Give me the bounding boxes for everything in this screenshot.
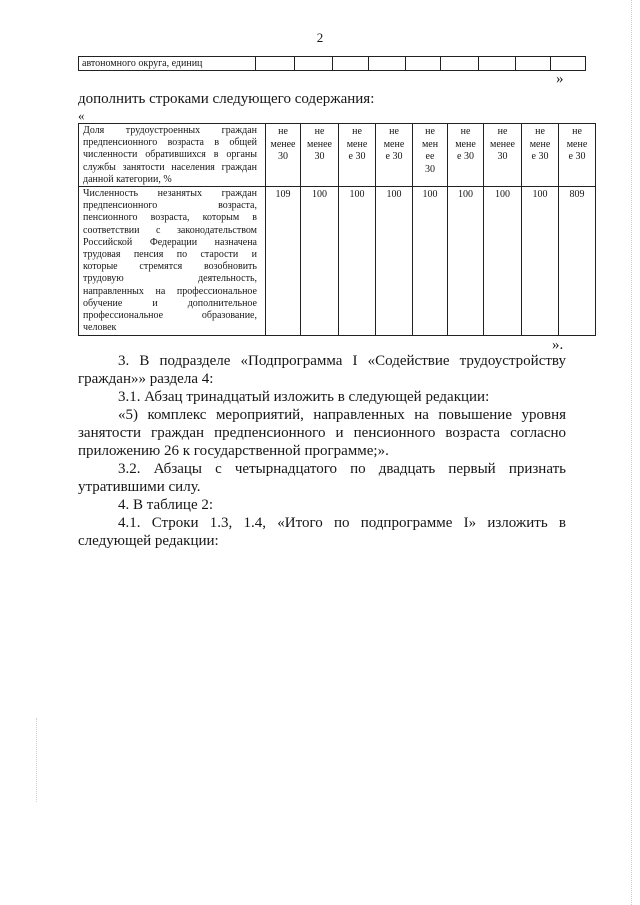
closing-quote-mark: ». bbox=[552, 337, 564, 353]
empty-cell bbox=[551, 57, 586, 71]
indicator-name-line: службы занятости населения граждан bbox=[83, 161, 257, 173]
value-line: ее bbox=[425, 151, 435, 162]
value-line: 100 bbox=[532, 189, 548, 201]
value-cell bbox=[339, 124, 376, 187]
indicator-name-line: направленных на профессиональное bbox=[83, 285, 257, 297]
value-line: 30 bbox=[425, 163, 435, 175]
paragraph bbox=[78, 406, 566, 460]
indicator-name-line: Российской Федерации назначена bbox=[83, 236, 257, 248]
value-line: не bbox=[389, 126, 399, 137]
value-line: 100 bbox=[312, 189, 327, 201]
value-line: не bbox=[535, 126, 545, 137]
page-number: 2 bbox=[316, 30, 324, 45]
empty-cell bbox=[369, 57, 406, 71]
paragraph-line: приложению 26 к государственной программе;». bbox=[78, 443, 389, 459]
value-line: е 30 bbox=[385, 151, 403, 162]
intro-line: дополнить строками следующего содержания: bbox=[78, 91, 375, 107]
value-line: 100 bbox=[495, 189, 510, 201]
paragraph-line: граждан»» раздела 4: bbox=[78, 371, 214, 387]
indicator-name-line: профессиональное образование, bbox=[83, 310, 257, 322]
value-line: мене bbox=[383, 138, 405, 150]
empty-cell bbox=[256, 57, 295, 71]
value-line: не bbox=[497, 126, 508, 137]
row-label-cell: автономного округа, единиц bbox=[79, 57, 256, 71]
paragraph bbox=[78, 496, 566, 514]
empty-cell bbox=[441, 57, 479, 71]
value-line: не bbox=[572, 126, 582, 137]
value-line: 30 bbox=[314, 151, 325, 162]
value-line: мене bbox=[455, 138, 476, 150]
value-line: не bbox=[278, 126, 288, 137]
value-cell bbox=[301, 187, 339, 336]
paragraph-line: 4. В таблице 2: bbox=[118, 497, 214, 513]
indicator-name-line: трудовую деятельность, bbox=[83, 273, 257, 285]
paragraph-line: утратившими силу. bbox=[78, 479, 201, 495]
value-line: 30 bbox=[497, 151, 508, 162]
table-body bbox=[79, 124, 596, 336]
empty-cell bbox=[479, 57, 516, 71]
indicator-name-cell bbox=[79, 187, 266, 336]
paragraph-line: 3. В подразделе «Подпрограмма I «Содействие трудоустройству bbox=[118, 353, 566, 369]
empty-cell bbox=[295, 57, 333, 71]
value-line: 809 bbox=[569, 189, 585, 201]
empty-cell bbox=[406, 57, 441, 71]
paragraph-line: 3.1. Абзац тринадцатый изложить в следующей редакции: bbox=[118, 389, 490, 405]
value-cell bbox=[559, 124, 596, 187]
indicator-name-line: обучение и дополнительное bbox=[83, 297, 257, 309]
value-cell bbox=[376, 187, 413, 336]
indicator-name-line: трудовая пенсия по старости и bbox=[83, 249, 257, 261]
indicator-name-line: Доля трудоустроенных граждан bbox=[83, 125, 257, 136]
table-row bbox=[79, 187, 596, 336]
indicator-name-line: данной категории, % bbox=[83, 173, 172, 185]
value-line: 100 bbox=[349, 189, 365, 201]
value-cell bbox=[413, 187, 448, 336]
closing-quote-mark: » bbox=[556, 71, 564, 87]
scan-margin-mark bbox=[36, 718, 37, 802]
table-row bbox=[79, 57, 586, 71]
paragraph-line: 3.2. Абзацы с четырнадцатого по двадцать первый признать bbox=[118, 461, 566, 477]
opening-quote-mark: « bbox=[78, 108, 85, 123]
indicator-name-line: человек bbox=[83, 322, 117, 334]
scan-edge-mark bbox=[631, 0, 632, 905]
indicator-name-line: Численность незанятых граждан bbox=[83, 188, 257, 200]
table-row bbox=[79, 124, 596, 187]
value-line: е 30 bbox=[568, 151, 586, 162]
value-cell bbox=[301, 124, 339, 187]
paragraph bbox=[78, 460, 566, 496]
indicator-name-line: соответствии с законодательством bbox=[83, 224, 257, 236]
value-line: мене bbox=[529, 138, 551, 150]
paragraph-line: занятости граждан предпенсионного и пенсионного возраста согласно bbox=[78, 425, 566, 441]
paragraph bbox=[78, 514, 566, 550]
indicator-name-cell bbox=[79, 124, 266, 187]
indicator-name-line: предпенсионного возраста, bbox=[83, 200, 257, 212]
indicator-name-line: которые стремятся возобновить bbox=[83, 261, 257, 273]
empty-cell bbox=[516, 57, 551, 71]
value-cell bbox=[484, 187, 522, 336]
paragraph bbox=[78, 388, 566, 406]
value-line: менее bbox=[307, 138, 332, 150]
value-line: 100 bbox=[386, 189, 402, 201]
value-cell bbox=[522, 124, 559, 187]
indicator-name-line: предпенсионного возраста в общей bbox=[83, 137, 257, 149]
value-line: не bbox=[314, 126, 325, 137]
value-line: е 30 bbox=[457, 151, 474, 162]
value-cell bbox=[266, 187, 301, 336]
continued-table-fragment bbox=[78, 56, 586, 71]
value-cell bbox=[413, 124, 448, 187]
value-cell bbox=[376, 124, 413, 187]
indicator-name-line: численности обратившихся в органы bbox=[83, 149, 257, 161]
indicator-name-line: пенсионного возраста, которым в bbox=[83, 212, 257, 224]
value-line: не bbox=[352, 126, 362, 137]
inserted-rows-table bbox=[78, 123, 596, 336]
body-text bbox=[78, 352, 566, 550]
value-line: 30 bbox=[278, 151, 288, 162]
value-line: не bbox=[425, 126, 435, 137]
paragraph-line: 4.1. Строки 1.3, 1.4, «Итого по подпрограмме I» изложить в bbox=[118, 515, 566, 531]
value-line: е 30 bbox=[531, 151, 549, 162]
value-line: мене bbox=[566, 138, 588, 150]
value-line: не bbox=[460, 126, 471, 137]
value-line: менее bbox=[490, 138, 515, 150]
value-cell bbox=[559, 187, 596, 336]
value-line: 100 bbox=[422, 189, 438, 201]
value-cell bbox=[448, 187, 484, 336]
value-line: е 30 bbox=[348, 151, 366, 162]
value-cell bbox=[484, 124, 522, 187]
value-line: менее bbox=[270, 138, 296, 150]
empty-cell bbox=[333, 57, 369, 71]
value-line: 109 bbox=[275, 189, 291, 201]
value-line: мене bbox=[346, 138, 368, 150]
value-line: 100 bbox=[458, 189, 473, 201]
value-cell bbox=[448, 124, 484, 187]
value-cell bbox=[522, 187, 559, 336]
paragraph-line: следующей редакции: bbox=[78, 533, 219, 549]
paragraph bbox=[78, 352, 566, 388]
paragraph-line: «5) комплекс мероприятий, направленных на повышение уровня bbox=[118, 407, 566, 423]
value-cell bbox=[266, 124, 301, 187]
value-line: мен bbox=[421, 138, 439, 150]
value-cell bbox=[339, 187, 376, 336]
